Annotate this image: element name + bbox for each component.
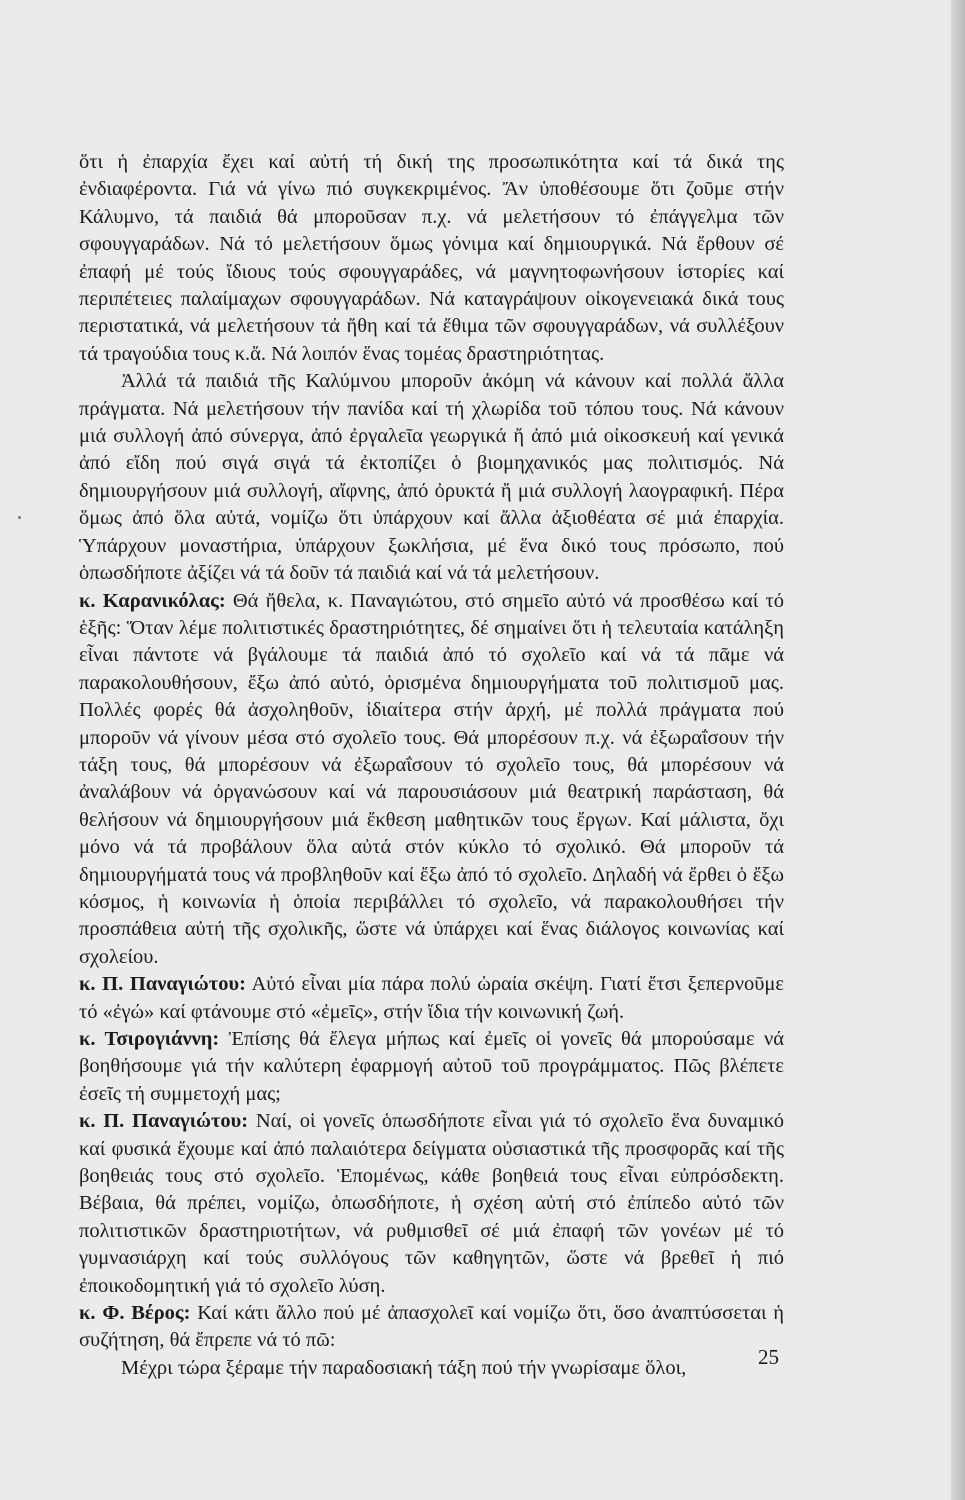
scan-speck <box>18 516 21 519</box>
paragraph: Μέχρι τώρα ξέραμε τήν παραδοσιακή τάξη πού τήν γνωρίσαμε ὅλοι, <box>121 1356 687 1379</box>
page-spine-shadow <box>951 0 965 1500</box>
paragraph: Ἀλλά τά παιδιά τῆς Καλύμνου μποροῦν ἀκόμη νά κάνουν καί πολλά ἄλλα πράγματα. Νά μελετήσουν τήν πανίδα καί τή χλωρίδα τοῦ τόπου τους. Νά κάνουν μιά συλλογή ἀπό σύνεργα, ἀπό ἐργαλεῖα γεωργικά ἤ ἀπό μιά οἰκοσκευή καί γενικά ἀπό εἴδη πού σιγά σιγά τά ἐκτοπίζει ὁ βιομηχανικός μας πολιτισμός. Νά δημιουργήσουν μιά συλλογή, αἴφνης, ἀπό ὀρυκτά ἤ μιά συλλογή λαογραφική. Πέρα ὅμως ἀπό ὅλα αὐτά, νομίζω ὅτι ὑπάρχουν καί ἄλλα ἀξιοθέατα σέ μιά ἐπαρχία. Ὑπάρχουν μοναστήρια, ὑπάρχουν ξωκλήσια, μέ ἕνα δικό τους πρόσωπο, πού ὁπωσδήποτε ἀξίζει νά τά δοῦν τά παιδιά καί νά τά μελετήσουν. <box>79 370 784 585</box>
dialogue-paragraph: κ. Π. Παναγιώτου: Ναί, οἱ γονεῖς ὁπωσδήποτε εἶναι γιά τό σχολεῖο ἕνα δυναμικό καί φυσικά ἔχουμε καί ἀπό παλαιότερα δείγματα οὐσιαστικά τῆς προσφορᾶς καί τῆς βοηθειάς τους στό σχολεῖο. Ἑπομένως, κάθε βοηθειά τους εἶναι εὐπρόσδεκτη. Βέβαια, θά πρέπει, νομίζω, ὁπωσδήποτε, ἡ σχέση αὐτή στό ἐπίπεδο αὐτό τῶν πολιτιστικῶν δραστηριοτήτων, νά ρυθμισθεῖ σέ μιά ἐπαφή τῶν γονέων μέ τό γυμνασιάρχη καί τούς συλλόγους τῶν καθηγητῶν, ὥστε νά βρεθεῖ ἡ πιό ἐποικοδομητική γιά τό σχολεῖο λύση. <box>79 1110 784 1297</box>
paragraph: ὅτι ἡ ἐπαρχία ἔχει καί αὐτή τή δική της προσωπικότητα καί τά δικά της ἐνδιαφέροντα. Γιά νά γίνω πιό συγκεκριμένος. Ἄν ὑποθέσουμε ὅτι ζοῦμε στήν Κάλυμνο, τά παιδιά θά μποροῦσαν π.χ. νά μελετήσουν τό ἐπάγγελμα τῶν σφουγγαράδων. Νά τό μελετήσουν ὅμως γόνιμα καί δημιουργικά. Νά ἔρθουν σέ ἐπαφή μέ τούς ἴδιους τούς σφουγγαράδες, νά μαγνητοφωνήσουν ἱστορίες καί περιπέτειες παλαίμαχων σφουγγαράδων. Νά καταγράψουν οἰκογενειακά δικά τους περιστατικά, νά μελετήσουν τά ἤθη καί τά ἔθιμα τῶν σφουγγαράδων, νά συλλέξουν τά τραγούδια τους κ.ἄ. Νά λοιπόν ἕνας τομέας δραστηριότητας. <box>79 151 784 365</box>
page-body <box>79 149 784 1382</box>
speaker-name: κ. Π. Παναγιώτου: <box>79 1110 249 1133</box>
page-number: 25 <box>758 1345 779 1369</box>
dialogue-paragraph: κ. Τσιρογιάννη: Ἐπίσης θά ἔλεγα μήπως καί ἐμεῖς οἱ γονεῖς θά μπορούσαμε νά βοηθήσουμε γιά τήν καλύτερη ἐφαρμογή αὐτοῦ τοῦ προγράμματος. Πῶς βλέπετε ἐσεῖς τή συμμετοχή μας; <box>79 1028 784 1105</box>
speaker-name: κ. Φ. Βέρος: <box>79 1302 191 1325</box>
dialogue-paragraph: κ. Καρανικόλας: Θά ἤθελα, κ. Παναγιώτου, στό σημεῖο αὐτό νά προσθέσω καί τό ἑξῆς: Ὅταν λέμε πολιτιστικές δραστηριότητες, δέ σημαίνει ὅτι ἡ τελευταία κατάληξη εἶναι πάντοτε νά βγάλουμε τά παιδιά ἀπό τό σχολεῖο καί νά τά πᾶμε νά παρακολουθήσουν, ἔξω ἀπό αὐτό, ὁρισμένα δημιουργήματα τοῦ πολιτισμοῦ μας. Πολλές φορές θά ἀσχοληθοῦν, ἰδιαίτερα στήν ἀρχή, μέ πολλά πράγματα πού μποροῦν νά γίνουν μέσα στό σχολεῖο τους. Θά μπορέσουν π.χ. νά ἐξωραΐσουν τήν τάξη τους, θά μπορέσουν νά ἐξωραΐσουν τό σχολεῖο τους, θά μπορέσουν νά ἀναλάβουν νά ὀργανώσουν καί νά παρουσιάσουν μιά θεατρική παράσταση, θά θελήσουν νά δημιουργήσουν μιά ἔκθεση μαθητικῶν τους ἔργων. Καί μάλιστα, ὄχι μόνο νά τά προβάλουν ὅλα αὐτά στόν κύκλο τό σχολικό. Θά μποροῦν τά δημιουργήματά τους νά προβληθοῦν καί ἔξω ἀπό τό σχολεῖο. Δηλαδή νά ἔρθει ὁ ἔξω κόσμος, ἡ κοινωνία ἡ ὁποία περιβάλλει τό σχολεῖο, νά παρακολουθήσει τήν προσπάθεια αὐτή τῆς σχολικῆς, ὥστε νά ὑπάρχει καί ἕνας διάλογος κοινωνίας καί σχολείου. <box>79 589 784 968</box>
dialogue-paragraph: κ. Π. Παναγιώτου: Αὐτό εἶναι μία πάρα πολύ ὡραία σκέψη. Γιατί ἔτσι ξεπερνοῦμε τό «ἐγώ» καί φτάνουμε στό «ἐμεῖς», στήν ἴδια τήν κοινωνική ζωή. <box>79 973 784 1023</box>
speaker-name: κ. Τσιρογιάννη: <box>79 1028 220 1050</box>
dialogue-paragraph: κ. Φ. Βέρος: Καί κάτι ἄλλο πού μέ ἀπασχολεῖ καί νομίζω ὅτι, ὅσο ἀναπτύσσεται ἡ συζήτηση, θά ἔπρεπε νά τό πῶ: <box>79 1302 784 1352</box>
speaker-name: κ. Π. Παναγιώτου: <box>79 973 246 996</box>
speaker-name: κ. Καρανικόλας: <box>79 589 226 612</box>
